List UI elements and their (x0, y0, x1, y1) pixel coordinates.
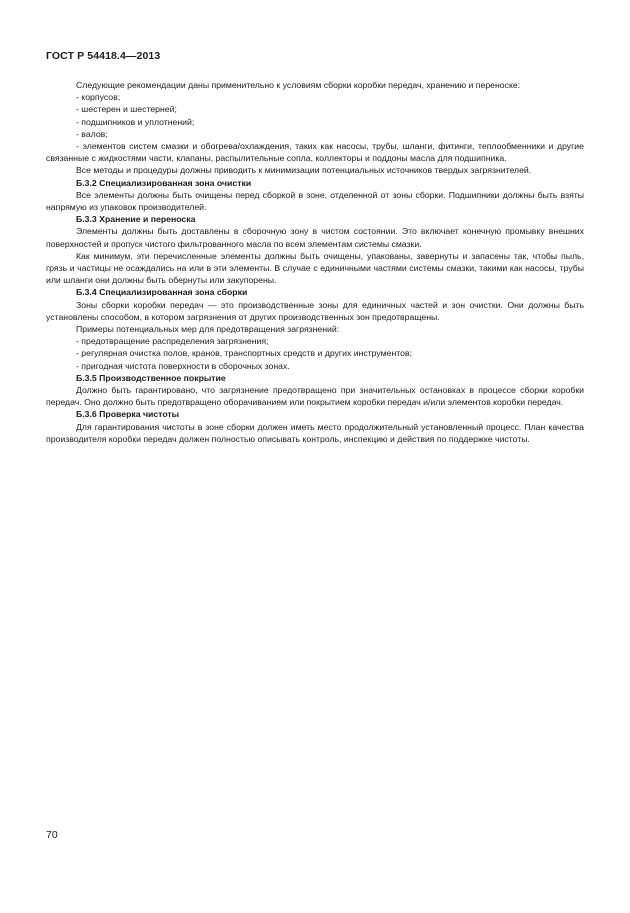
body-paragraph: Все методы и процедуры должны приводить к минимизации потенциальных источников твердых загрязнителей. (76, 165, 532, 176)
body-paragraph: Для гарантирования чистоты в зоне сборки должен иметь место продолжительный установленный процесс. План качества производителя коробки передач должен полностью описывать контроль, инспекцию и действия по поддержке чистоты. (46, 421, 584, 444)
body-paragraph: - валов; (76, 128, 108, 139)
document-header: ГОСТ Р 54418.4—2013 (46, 50, 161, 62)
body-paragraph: Следующие рекомендации даны применительно к условиям сборки коробки передач, хранению и переноске: (76, 80, 521, 90)
body-paragraph: Как минимум, эти перечисленные элементы должны быть очищены, упакованы, завернуты и запасены так, чтобы пыль, грязь и частицы не осаждались на или в эти элементы. В случае с единичными частями системы смазки, такими как насосы, трубы или шланги они должны быть обернуты или закупорены. (46, 250, 584, 286)
body-paragraph: - регулярная очистка полов, кранов, транспортных средств и других инструментов; (76, 348, 413, 359)
body-paragraph: - предотвращение распределения загрязнения; (76, 336, 269, 347)
section-heading: Б.3.3 Хранение и переноска (76, 214, 196, 225)
section-heading: Б.3.6 Проверка чистоты (76, 409, 180, 420)
body-paragraph: - подшипников и уплотнений; (76, 116, 195, 127)
body-paragraph: Примеры потенциальных мер для предотвращения загрязнений: (76, 324, 340, 335)
body-paragraph: Должно быть гарантировано, что загрязнение предотвращено при значительных остановках в процессе сборки коробки передач. Оно должно быть предотвращено оборачиванием или покрытием коробки передач и/или элементов коробки передач. (46, 385, 584, 408)
body-paragraph: - корпусов; (76, 92, 121, 103)
body-paragraph: Элементы должны быть доставлены в сборочную зону в чистом состоянии. Это включает конечную промывку внешних поверхностей и пропуск чистого фильтрованного масла по всем элементам системы смазки. (46, 226, 584, 249)
section-heading: Б.3.4 Специализированная зона сборки (76, 287, 248, 298)
section-heading: Б.3.2 Специализированная зона очистки (76, 177, 252, 188)
document-body (46, 79, 584, 445)
body-paragraph: - пригодная чистота поверхности в сборочных зонах. (76, 360, 290, 371)
body-paragraph: - шестерен и шестерней; (76, 104, 177, 115)
body-paragraph: Зоны сборки коробки передач — это производственные зоны для единичных частей и зон очистки. Они должны быть установлены способом, в котором загрязнения от других производственных зон предотвращены. (46, 299, 584, 322)
section-heading: Б.3.5 Производственное покрытие (76, 372, 226, 383)
page-number: 70 (46, 829, 58, 841)
body-paragraph: Все элементы должны быть очищены перед сборкой в зоне, отделенной от зоны сборки. Подшипники должны быть взяты напрямую из упаковок производителей. (46, 189, 584, 213)
body-paragraph: - элементов систем смазки и обогрева/охлаждения, таких как насосы, трубы, шланги, фитинги, теплообменники и другие связанные с жидкостями части, клапаны, распылительные сопла, коллекторы и поддоны масла для подшипника. (46, 141, 584, 164)
